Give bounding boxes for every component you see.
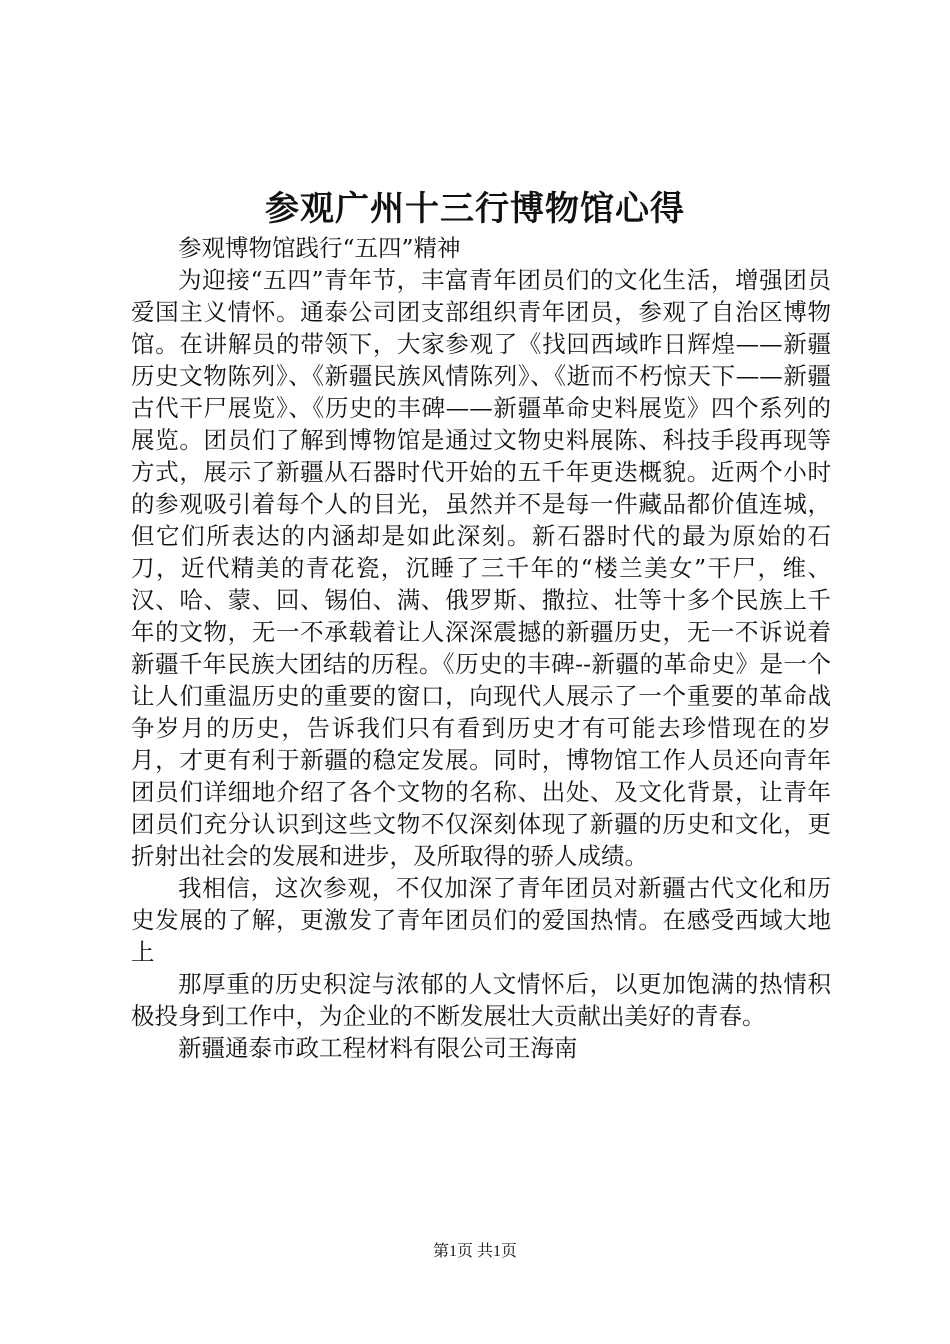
document-body — [131, 232, 831, 1064]
page-footer: 第1页 共1页 — [432, 1243, 517, 1260]
paragraph-3: 那厚重的历史积淀与浓郁的人文情怀后，以更加饱满的热情积极投身到工作中，为企业的不断发展壮大贡献出美好的青春。 — [131, 970, 831, 1030]
signature-line: 新疆通泰市政工程材料有限公司王海南 — [178, 1034, 578, 1062]
document-title: 参观广州十三行博物馆心得 — [265, 189, 685, 229]
paragraph-1: 为迎接“五四”青年节，丰富青年团员们的文化生活，增强团员爱国主义情怀。通泰公司团支部组织青年团员，参观了自治区博物馆。在讲解员的带领下，大家参观了《找回西域昨日辉煌——新疆历史文物陈列》、《新疆民族风情陈列》、《逝而不朽惊天下——新疆古代干尸展览》、《历史的丰碑——新疆革命史料展览》四个系列的展览。团员们了解到博物馆是通过文物史料展陈、科技手段再现等方式，展示了新疆从石器时代开始的五千年更迭概貌。近两个小时的参观吸引着每个人的目光，虽然并不是每一件藏品都价值连城，但它们所表达的内涵却是如此深刻。新石器时代的最为原始的石刀，近代精美的青花瓷，沉睡了三千年的“楼兰美女”干尸，维、汉、哈、蒙、回、锡伯、满、俄罗斯、撒拉、壮等十多个民族上千年的文物，无一不承载着让人深深震撼的新疆历史，无一不诉说着新疆千年民族大团结的历程。《历史的丰碑--新疆的革命史》是一个让人们重温历史的重要的窗口，向现代人展示了一个重要的革命战争岁月的历史，告诉我们只有看到历史才有可能去珍惜现在的岁月，才更有利于新疆的稳定发展。同时，博物馆工作人员还向青年团员们详细地介绍了各个文物的名称、出处、及文化背景，让青年团员们充分认识到这些文物不仅深刻体现了新疆的历史和文化，更折射出社会的发展和进步，及所取得的骄人成绩。 — [131, 266, 831, 870]
document-subtitle: 参观博物馆践行“五四”精神 — [178, 234, 461, 262]
paragraph-2: 我相信，这次参观，不仅加深了青年团员对新疆古代文化和历史发展的了解，更激发了青年团员们的爱国热情。在感受西域大地上 — [131, 874, 831, 966]
